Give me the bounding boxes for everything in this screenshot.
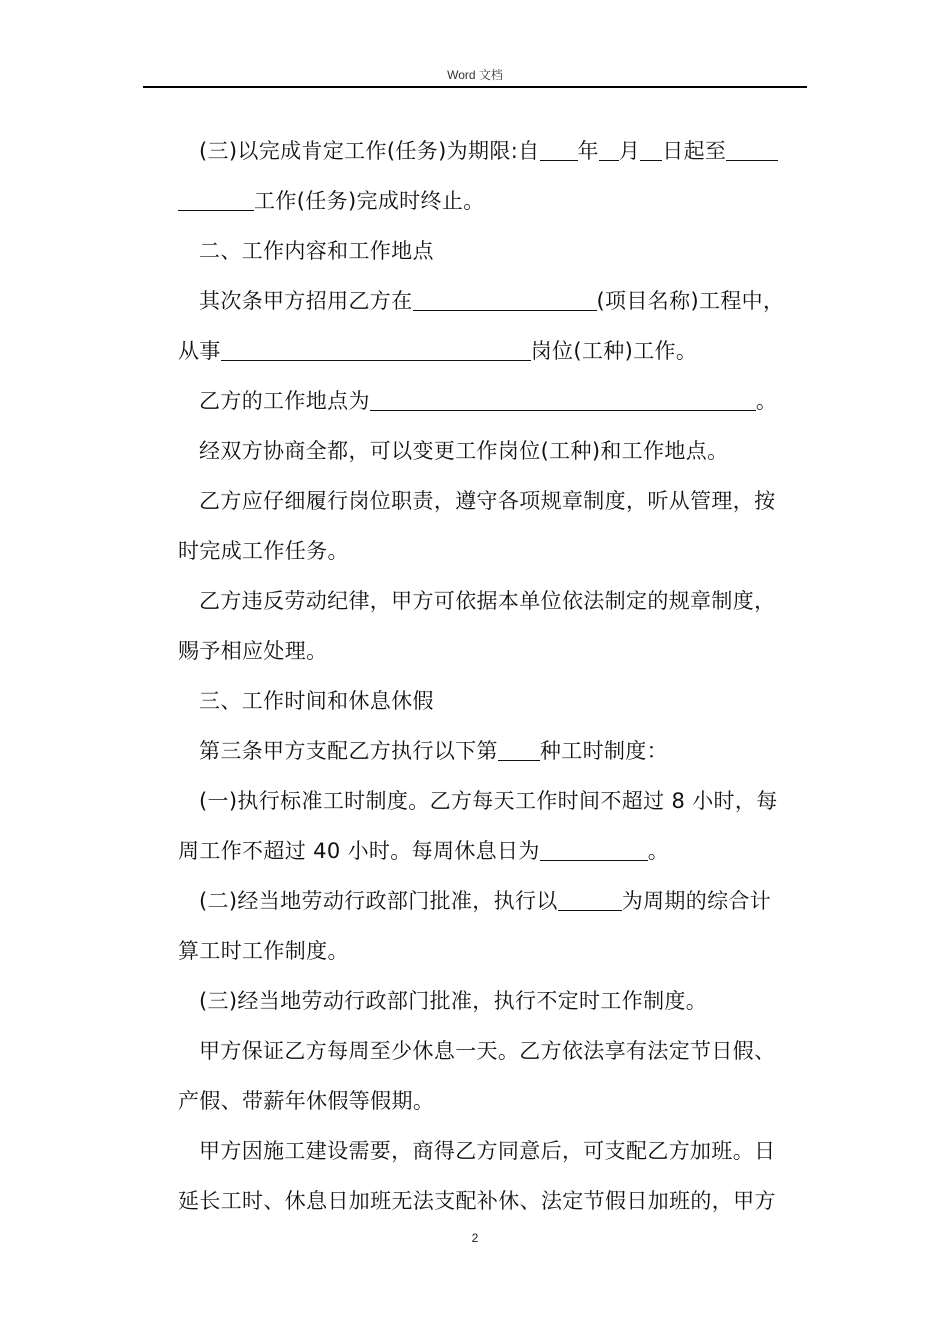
text-run: 种工时制度： (539, 739, 669, 763)
text-run: 岗位(工种)工作。 (530, 339, 698, 363)
paragraph-line (178, 826, 803, 876)
text-run: (一)执行标准工时制度。乙方每天工作时间不超过 8 小时，每 (199, 789, 778, 813)
paragraph-line (178, 776, 803, 826)
text-run: 周工作不超过 40 小时。每周休息日为 (178, 839, 540, 863)
text-run: 。 (647, 839, 670, 863)
text-run: 经双方协商全都，可以变更工作岗位(工种)和工作地点。 (199, 439, 729, 463)
text-run: 产假、带薪年休假等假期。 (178, 1089, 435, 1113)
text-run: 月 (618, 139, 641, 163)
text-run: 乙方的工作地点为 (199, 389, 370, 413)
text-run: 从事 (178, 339, 221, 363)
text-run: 甲方保证乙方每周至少休息一天。乙方依法享有法定节日假、 (199, 1039, 776, 1063)
paragraph-line (178, 126, 803, 176)
paragraph-line (178, 626, 803, 676)
paragraph-line (178, 926, 803, 976)
text-run: 年 (577, 139, 599, 163)
section-heading (178, 226, 803, 276)
paragraph-line (178, 1126, 803, 1176)
text-run: 。 (755, 389, 778, 413)
fill-in-blank (221, 338, 531, 361)
text-run: 其次条甲方招用乙方在 (199, 289, 413, 313)
paragraph-line (178, 876, 803, 926)
text-run: 甲方因施工建设需要，商得乙方同意后，可支配乙方加班。日 (199, 1139, 776, 1163)
text-run: 工作(任务)完成时终止。 (254, 189, 485, 213)
paragraph-line (178, 426, 803, 476)
text-run: 算工时工作制度。 (178, 939, 349, 963)
text-run: (二)经当地劳动行政部门批准，执行以 (199, 889, 558, 913)
paragraph-line (178, 1026, 803, 1076)
paragraph-line (178, 1076, 803, 1126)
paragraph-line (178, 176, 803, 226)
text-run: 二、工作内容和工作地点 (199, 239, 434, 263)
text-run: 日起至 (662, 139, 727, 163)
text-run: 为周期的综合计 (621, 889, 772, 913)
fill-in-blank (558, 888, 622, 911)
fill-in-blank (178, 188, 254, 211)
text-run: 三、工作时间和休息休假 (199, 689, 434, 713)
paragraph-line (178, 276, 803, 326)
text-run: 第三条甲方支配乙方执行以下第 (199, 739, 498, 763)
fill-in-blank (498, 738, 540, 761)
page-number: 2 (471, 1231, 479, 1245)
fill-in-blank (413, 288, 597, 311)
fill-in-blank (540, 138, 578, 161)
document-body (178, 126, 803, 1226)
fill-in-blank (540, 838, 648, 861)
fill-in-blank (640, 138, 662, 161)
text-run: 时完成工作任务。 (178, 539, 349, 563)
header-divider (143, 86, 807, 88)
paragraph-line (178, 1176, 803, 1226)
text-run: 延长工时、休息日加班无法支配补休、法定节假日加班的，甲方 (178, 1189, 776, 1213)
text-run: (项目名称)工程中， (596, 289, 785, 313)
page-header-title: Word 文档 (447, 68, 503, 82)
paragraph-line (178, 376, 803, 426)
text-run: 赐予相应处理。 (178, 639, 328, 663)
text-run: (三)经当地劳动行政部门批准，执行不定时工作制度。 (199, 989, 708, 1013)
paragraph-line (178, 726, 803, 776)
paragraph-line (178, 526, 803, 576)
fill-in-blank (370, 388, 756, 411)
fill-in-blank (599, 138, 619, 161)
text-run: 乙方违反劳动纪律，甲方可依据本单位依法制定的规章制度， (199, 589, 776, 613)
paragraph-line (178, 476, 803, 526)
text-run: (三)以完成肯定工作(任务)为期限:自 (199, 139, 540, 163)
paragraph-line (178, 326, 803, 376)
fill-in-blank (726, 138, 778, 161)
paragraph-line (178, 976, 803, 1026)
section-heading (178, 676, 803, 726)
paragraph-line (178, 576, 803, 626)
text-run: 乙方应仔细履行岗位职责，遵守各项规章制度，听从管理，按 (199, 489, 776, 513)
